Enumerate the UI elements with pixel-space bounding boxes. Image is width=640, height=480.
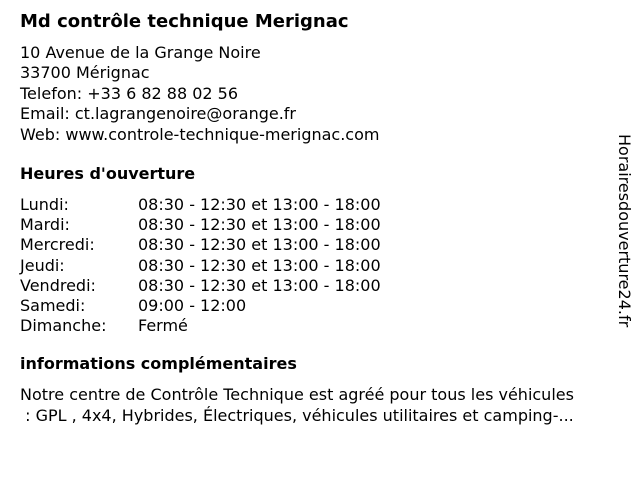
city-postal: 33700 Mérignac	[20, 63, 150, 83]
hours-row-tuesday	[20, 215, 381, 235]
email-address: Email: ct.lagrangenoire@orange.fr	[20, 104, 297, 124]
hours-row-wednesday	[20, 235, 381, 255]
hours-time: 09:00 - 12:00	[138, 296, 247, 316]
hours-day: Mardi:	[20, 215, 70, 235]
hours-time: 08:30 - 12:30 et 13:00 - 18:00	[138, 195, 381, 214]
opening-hours-table	[20, 195, 381, 336]
info-line-2: : GPL , 4x4, Hybrides, Électriques, véhicules utilitaires et camping-...	[20, 406, 574, 425]
hours-time: 08:30 - 12:30 et 13:00 - 18:00	[138, 255, 381, 275]
additional-info-text	[20, 384, 632, 426]
hours-row-saturday	[20, 296, 381, 316]
hours-day: Dimanche:	[20, 316, 107, 336]
business-title: Md contrôle technique Merignac	[20, 11, 349, 32]
hours-day: Jeudi:	[20, 255, 65, 275]
hours-row-friday	[20, 276, 381, 296]
hours-day: Samedi:	[20, 296, 86, 316]
website-address: Web: www.controle-technique-merignac.com	[20, 124, 380, 144]
hours-time: Fermé	[138, 316, 188, 336]
hours-row-monday	[20, 195, 381, 215]
additional-info-heading: informations complémentaires	[20, 354, 297, 373]
phone-number: Telefon: +33 6 82 88 02 56	[20, 83, 239, 103]
opening-hours-heading: Heures d'ouverture	[20, 164, 196, 183]
hours-day: Lundi:	[20, 195, 69, 214]
hours-time: 08:30 - 12:30 et 13:00 - 18:00	[138, 235, 381, 255]
hours-row-sunday	[20, 316, 381, 336]
site-watermark-label: Horairesdouverture24.fr	[615, 134, 634, 328]
hours-time: 08:30 - 12:30 et 13:00 - 18:00	[138, 275, 381, 295]
hours-row-thursday	[20, 256, 381, 276]
hours-time: 08:30 - 12:30 et 13:00 - 18:00	[138, 215, 381, 235]
hours-day: Mercredi:	[20, 235, 95, 255]
hours-day: Vendredi:	[20, 275, 96, 295]
info-line-1: Notre centre de Contrôle Technique est agréé pour tous les véhicules	[20, 385, 574, 404]
street-address: 10 Avenue de la Grange Noire	[20, 43, 261, 62]
address-block	[20, 43, 379, 145]
